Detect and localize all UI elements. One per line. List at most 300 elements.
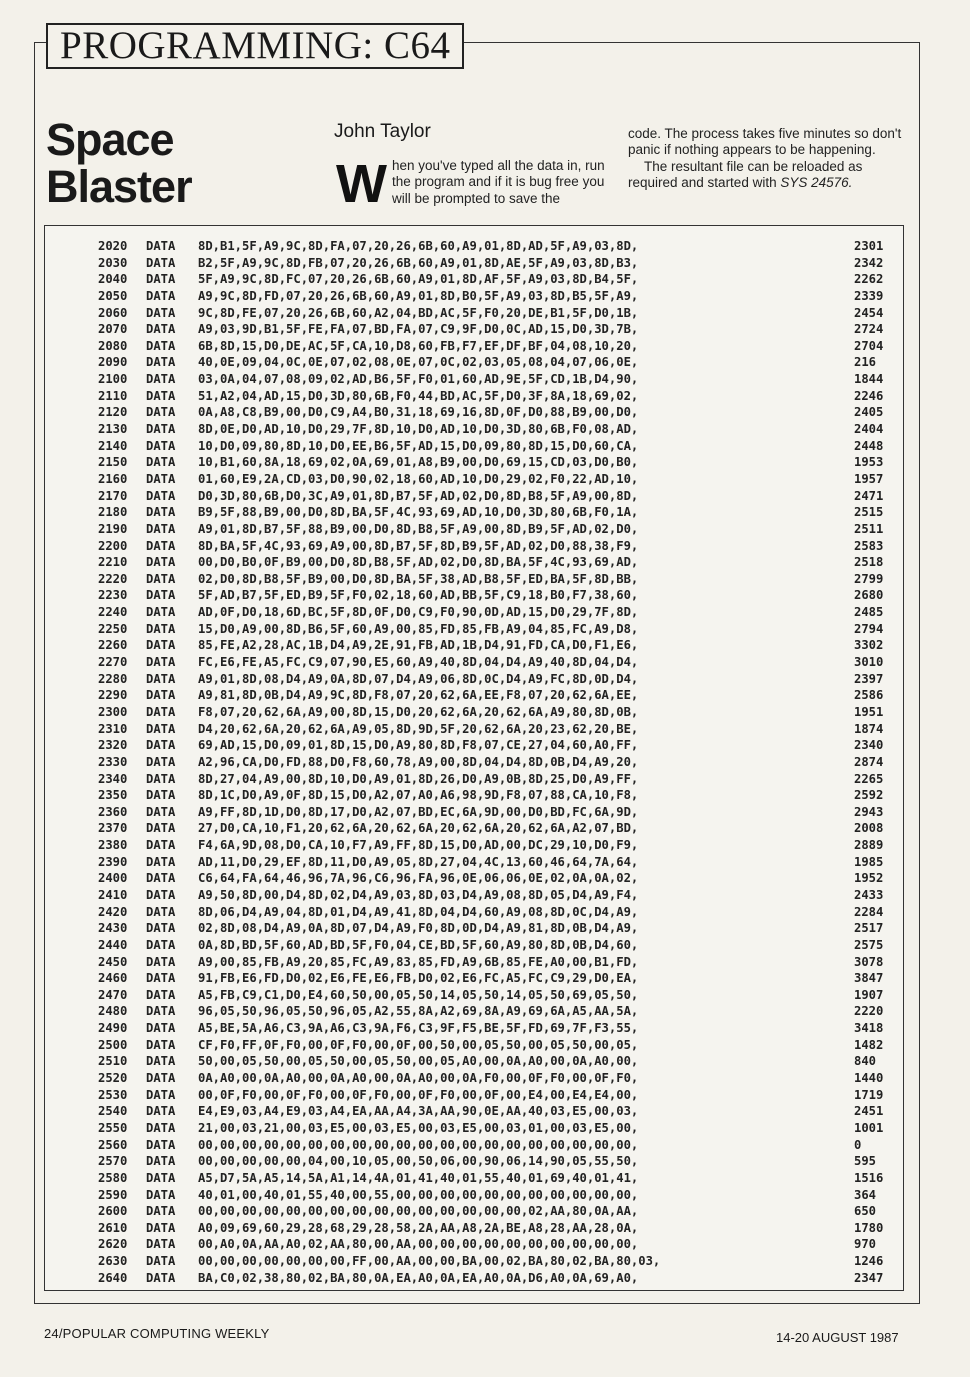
data-bytes: 00,A0,0A,AA,A0,02,AA,80,00,AA,00,00,00,00,00,00,00,00,00,00, [198, 1237, 639, 1252]
line-number: 2050 [98, 288, 128, 303]
data-keyword: DATA [146, 1154, 176, 1169]
data-bytes: 91,FB,E6,FD,D0,02,E6,FE,E6,FB,D0,02,E6,FC,A5,FC,C9,29,D0,EA, [198, 971, 639, 986]
checksum: 3847 [854, 971, 884, 986]
data-keyword: DATA [146, 655, 176, 670]
checksum: 1952 [854, 871, 884, 886]
line-number: 2500 [98, 1037, 128, 1052]
data-bytes: 10,B1,60,8A,18,69,02,0A,69,01,A8,B9,00,D0,69,15,CD,03,D0,B0, [198, 455, 639, 470]
data-bytes: 21,00,03,21,00,03,E5,00,03,E5,00,03,E5,00,03,01,00,03,E5,00, [198, 1120, 639, 1135]
data-bytes: A9,50,8D,00,D4,8D,02,D4,A9,03,8D,03,D4,A9,08,8D,05,D4,A9,F4, [198, 887, 639, 902]
listing-line [98, 338, 904, 355]
data-bytes: 8D,1C,D0,A9,0F,8D,15,D0,A2,07,A0,A6,98,9D,F8,07,88,CA,10,F8, [198, 788, 639, 803]
line-number: 2640 [98, 1270, 128, 1285]
line-number: 2270 [98, 655, 128, 670]
listing-line [98, 954, 904, 971]
intro-continuation-text: code. The process takes five minutes so don't panic if nothing appears to be happening. [628, 126, 902, 158]
checksum: 3302 [854, 638, 884, 653]
line-number: 2310 [98, 721, 128, 736]
data-bytes: A9,01,8D,08,D4,A9,0A,8D,07,D4,A9,06,8D,0C,D4,A9,FC,8D,0D,D4, [198, 671, 639, 686]
program-listing-box [44, 225, 904, 1291]
data-keyword: DATA [146, 871, 176, 886]
section-title: PROGRAMMING: C64 [46, 23, 464, 69]
data-bytes: 00,00,00,00,00,00,00,00,00,00,00,00,00,00,00,02,AA,80,0A,AA, [198, 1204, 639, 1219]
data-keyword: DATA [146, 305, 176, 320]
data-keyword: DATA [146, 921, 176, 936]
listing-line [98, 687, 904, 704]
data-keyword: DATA [146, 1237, 176, 1252]
data-keyword: DATA [146, 887, 176, 902]
line-number: 2280 [98, 671, 128, 686]
checksum: 1246 [854, 1254, 884, 1269]
data-bytes: B9,5F,88,B9,00,D0,8D,BA,5F,4C,93,69,AD,10,D0,3D,80,6B,F0,1A, [198, 505, 639, 520]
checksum: 0 [854, 1137, 862, 1152]
line-number: 2230 [98, 588, 128, 603]
data-bytes: 01,60,E9,2A,CD,03,D0,90,02,18,60,AD,10,D0,29,02,F0,22,AD,10, [198, 471, 639, 486]
listing-line [98, 1087, 904, 1104]
sys-command: SYS 24576. [780, 175, 853, 191]
data-bytes: 69,AD,15,D0,09,01,8D,15,D0,A9,80,8D,F8,07,CE,27,04,60,A0,FF, [198, 738, 639, 753]
data-keyword: DATA [146, 1120, 176, 1135]
line-number: 2580 [98, 1170, 128, 1185]
line-number: 2120 [98, 405, 128, 420]
data-bytes: 9C,8D,FE,07,20,26,6B,60,A2,04,BD,AC,5F,F0,20,DE,B1,5F,D0,1B, [198, 305, 639, 320]
data-keyword: DATA [146, 688, 176, 703]
checksum: 1719 [854, 1087, 884, 1102]
data-bytes: B2,5F,A9,9C,8D,FB,07,20,26,6B,60,A9,01,8D,AE,5F,A9,03,8D,B3, [198, 255, 639, 270]
data-keyword: DATA [146, 471, 176, 486]
data-bytes: C6,64,FA,64,46,96,7A,96,C6,96,FA,96,0E,06,06,0E,02,0A,0A,02, [198, 871, 639, 886]
data-keyword: DATA [146, 455, 176, 470]
data-bytes: 50,00,05,50,00,05,50,00,05,50,00,05,A0,00,0A,A0,00,0A,A0,00, [198, 1054, 639, 1069]
data-keyword: DATA [146, 954, 176, 969]
data-keyword: DATA [146, 422, 176, 437]
listing-line [98, 920, 904, 937]
line-number: 2360 [98, 804, 128, 819]
listing-line [98, 471, 904, 488]
data-keyword: DATA [146, 488, 176, 503]
line-number: 2410 [98, 887, 128, 902]
data-keyword: DATA [146, 1204, 176, 1219]
listing-line [98, 854, 904, 871]
line-number: 2030 [98, 255, 128, 270]
data-keyword: DATA [146, 605, 176, 620]
data-keyword: DATA [146, 521, 176, 536]
data-keyword: DATA [146, 388, 176, 403]
line-number: 2470 [98, 987, 128, 1002]
data-keyword: DATA [146, 272, 176, 287]
checksum: 2517 [854, 921, 884, 936]
data-keyword: DATA [146, 1021, 176, 1036]
listing-line [98, 671, 904, 688]
data-bytes: 00,D0,B0,0F,B9,00,D0,8D,B8,5F,AD,02,D0,8D,BA,5F,4C,93,69,AD, [198, 555, 639, 570]
listing-line [98, 654, 904, 671]
data-bytes: A9,9C,8D,FD,07,20,26,6B,60,A9,01,8D,B0,5F,A9,03,8D,B5,5F,A9, [198, 288, 639, 303]
checksum: 2451 [854, 1104, 884, 1119]
checksum: 2515 [854, 505, 884, 520]
listing-line [98, 288, 904, 305]
headline-line-2: Blaster [46, 161, 192, 212]
data-keyword: DATA [146, 937, 176, 952]
listing-line [98, 637, 904, 654]
data-bytes: 40,01,00,40,01,55,40,00,55,00,00,00,00,00,00,00,00,00,00,00, [198, 1187, 639, 1202]
checksum: 2889 [854, 838, 884, 853]
listing-line [98, 721, 904, 738]
data-bytes: 03,0A,04,07,08,09,02,AD,B6,5F,F0,01,60,AD,9E,5F,CD,1B,D4,90, [198, 372, 639, 387]
data-keyword: DATA [146, 738, 176, 753]
checksum: 1874 [854, 721, 884, 736]
listing-line [98, 371, 904, 388]
data-keyword: DATA [146, 754, 176, 769]
listing-line [98, 604, 904, 621]
data-keyword: DATA [146, 788, 176, 803]
listing-line [98, 1270, 904, 1287]
line-number: 2340 [98, 771, 128, 786]
checksum: 364 [854, 1187, 877, 1202]
data-keyword: DATA [146, 322, 176, 337]
line-number: 2240 [98, 605, 128, 620]
data-keyword: DATA [146, 638, 176, 653]
checksum: 2799 [854, 571, 884, 586]
checksum: 2284 [854, 904, 884, 919]
checksum: 2583 [854, 538, 884, 553]
data-keyword: DATA [146, 1187, 176, 1202]
intro-continuation [628, 126, 904, 192]
data-keyword: DATA [146, 1087, 176, 1102]
listing-line [98, 1037, 904, 1054]
listing-line [98, 521, 904, 538]
line-number: 2320 [98, 738, 128, 753]
data-bytes: AD,0F,D0,18,6D,BC,5F,8D,0F,D0,C9,F0,90,0D,AD,15,D0,29,7F,8D, [198, 605, 639, 620]
checksum: 2340 [854, 738, 884, 753]
data-keyword: DATA [146, 438, 176, 453]
author-byline: John Taylor [334, 121, 431, 142]
line-number: 2040 [98, 272, 128, 287]
listing-line [98, 1187, 904, 1204]
listing-line [98, 238, 904, 255]
data-bytes: A2,96,CA,D0,FD,88,D0,F8,60,78,A9,00,8D,04,D4,8D,0B,D4,A9,20, [198, 754, 639, 769]
data-keyword: DATA [146, 904, 176, 919]
data-keyword: DATA [146, 854, 176, 869]
data-keyword: DATA [146, 1071, 176, 1086]
data-keyword: DATA [146, 1037, 176, 1052]
line-number: 2610 [98, 1220, 128, 1235]
checksum: 1953 [854, 455, 884, 470]
data-bytes: A5,D7,5A,A5,14,5A,A1,14,4A,01,41,40,01,55,40,01,69,40,01,41, [198, 1170, 639, 1185]
data-keyword: DATA [146, 971, 176, 986]
line-number: 2130 [98, 422, 128, 437]
data-bytes: A9,03,9D,B1,5F,FE,FA,07,BD,FA,07,C9,9F,D0,0C,AD,15,D0,3D,7B, [198, 322, 639, 337]
data-keyword: DATA [146, 255, 176, 270]
checksum: 1516 [854, 1170, 884, 1185]
checksum: 2680 [854, 588, 884, 603]
data-keyword: DATA [146, 372, 176, 387]
checksum: 2220 [854, 1004, 884, 1019]
checksum: 2511 [854, 521, 884, 536]
listing-line [98, 987, 904, 1004]
listing-line [98, 704, 904, 721]
listing-line [98, 937, 904, 954]
drop-cap: W [336, 154, 387, 214]
data-bytes: 00,0F,F0,00,0F,F0,00,0F,F0,00,0F,F0,00,0F,00,E4,00,E4,E4,00, [198, 1087, 639, 1102]
data-bytes: E4,E9,03,A4,E9,03,A4,EA,AA,A4,3A,AA,90,0E,AA,40,03,E5,00,03, [198, 1104, 639, 1119]
listing-line [98, 255, 904, 272]
checksum: 3010 [854, 655, 884, 670]
data-bytes: A0,09,69,60,29,28,68,29,28,58,2A,AA,A8,2A,BE,A8,28,AA,28,0A, [198, 1220, 639, 1235]
checksum: 2586 [854, 688, 884, 703]
listing-line [98, 804, 904, 821]
listing-line [98, 904, 904, 921]
checksum: 2339 [854, 288, 884, 303]
data-bytes: A5,FB,C9,C1,D0,E4,60,50,00,05,50,14,05,50,14,05,50,69,05,50, [198, 987, 639, 1002]
checksum: 3078 [854, 954, 884, 969]
checksum: 2262 [854, 272, 884, 287]
reload-instructions [628, 159, 904, 192]
listing-line [98, 1153, 904, 1170]
line-number: 2390 [98, 854, 128, 869]
data-bytes: 40,0E,09,04,0C,0E,07,02,08,0E,07,0C,02,03,05,08,04,07,06,0E, [198, 355, 639, 370]
line-number: 2250 [98, 621, 128, 636]
listing-line [98, 321, 904, 338]
line-number: 2350 [98, 788, 128, 803]
footer-page-publication: 24/POPULAR COMPUTING WEEKLY [44, 1326, 270, 1341]
data-keyword: DATA [146, 804, 176, 819]
data-keyword: DATA [146, 538, 176, 553]
checksum: 2471 [854, 488, 884, 503]
data-keyword: DATA [146, 987, 176, 1002]
data-bytes: CF,F0,FF,0F,F0,00,0F,F0,00,0F,00,50,00,05,50,00,05,50,00,05, [198, 1037, 639, 1052]
checksum: 2301 [854, 239, 884, 253]
data-bytes: 00,00,00,00,00,00,00,FF,00,AA,00,00,BA,00,02,BA,80,02,BA,80,03, [198, 1254, 661, 1269]
line-number: 2200 [98, 538, 128, 553]
line-number: 2220 [98, 571, 128, 586]
data-keyword: DATA [146, 1104, 176, 1119]
checksum: 2246 [854, 388, 884, 403]
data-bytes: A9,01,8D,B7,5F,88,B9,00,D0,8D,B8,5F,A9,00,8D,B9,5F,AD,02,D0, [198, 521, 639, 536]
checksum: 2454 [854, 305, 884, 320]
line-number: 2070 [98, 322, 128, 337]
data-bytes: F4,6A,9D,08,D0,CA,10,F7,A9,FF,8D,15,D0,AD,00,DC,29,10,D0,F9, [198, 838, 639, 853]
line-number: 2180 [98, 505, 128, 520]
line-number: 2260 [98, 638, 128, 653]
data-keyword: DATA [146, 405, 176, 420]
checksum: 595 [854, 1154, 877, 1169]
checksum: 1957 [854, 471, 884, 486]
checksum: 2008 [854, 821, 884, 836]
data-bytes: 8D,27,04,A9,00,8D,10,D0,A9,01,8D,26,D0,A9,0B,8D,25,D0,A9,FF, [198, 771, 639, 786]
line-number: 2100 [98, 372, 128, 387]
line-number: 2630 [98, 1254, 128, 1269]
data-keyword: DATA [146, 239, 176, 253]
listing-line [98, 571, 904, 588]
data-bytes: 02,D0,8D,B8,5F,B9,00,D0,8D,BA,5F,38,AD,B8,5F,ED,BA,5F,8D,BB, [198, 571, 639, 586]
data-keyword: DATA [146, 1054, 176, 1069]
line-number: 2020 [98, 239, 128, 253]
data-bytes: BA,C0,02,38,80,02,BA,80,0A,EA,A0,0A,EA,A0,0A,D6,A0,0A,69,A0, [198, 1270, 639, 1285]
checksum: 2943 [854, 804, 884, 819]
data-keyword: DATA [146, 821, 176, 836]
listing-line [98, 837, 904, 854]
checksum: 2724 [854, 322, 884, 337]
listing-line [98, 1070, 904, 1087]
line-number: 2450 [98, 954, 128, 969]
data-bytes: AD,11,D0,29,EF,8D,11,D0,A9,05,8D,27,04,4C,13,60,46,64,7A,64, [198, 854, 639, 869]
checksum: 2485 [854, 605, 884, 620]
listing-line [98, 271, 904, 288]
checksum: 3418 [854, 1021, 884, 1036]
listing-line [98, 771, 904, 788]
checksum: 2404 [854, 422, 884, 437]
listing-line [98, 354, 904, 371]
listing-line [98, 737, 904, 754]
checksum: 2347 [854, 1270, 884, 1285]
data-bytes: D0,3D,80,6B,D0,3C,A9,01,8D,B7,5F,AD,02,D0,8D,B8,5F,A9,00,8D, [198, 488, 639, 503]
checksum: 2405 [854, 405, 884, 420]
data-keyword: DATA [146, 505, 176, 520]
data-keyword: DATA [146, 355, 176, 370]
listing-line [98, 621, 904, 638]
line-number: 2380 [98, 838, 128, 853]
line-number: 2510 [98, 1054, 128, 1069]
article-headline [46, 116, 276, 210]
data-bytes: 85,FE,A2,28,AC,1B,D4,A9,2E,91,FB,AD,1B,D4,91,FD,CA,D0,F1,E6, [198, 638, 639, 653]
line-number: 2210 [98, 555, 128, 570]
listing-line [98, 1220, 904, 1237]
checksum: 216 [854, 355, 877, 370]
listing-line [98, 1236, 904, 1253]
line-number: 2570 [98, 1154, 128, 1169]
headline-line-1: Space [46, 114, 174, 165]
data-keyword: DATA [146, 1220, 176, 1235]
line-number: 2190 [98, 521, 128, 536]
listing-line [98, 388, 904, 405]
line-number: 2170 [98, 488, 128, 503]
listing-line [98, 538, 904, 555]
line-number: 2600 [98, 1204, 128, 1219]
listing-line [98, 820, 904, 837]
data-bytes: 27,D0,CA,10,F1,20,62,6A,20,62,6A,20,62,6A,20,62,6A,A2,07,BD, [198, 821, 639, 836]
listing-line [98, 305, 904, 322]
listing-line [98, 1120, 904, 1137]
line-number: 2400 [98, 871, 128, 886]
listing-line [98, 1253, 904, 1270]
checksum: 2704 [854, 338, 884, 353]
listing-line [98, 404, 904, 421]
checksum: 2433 [854, 887, 884, 902]
listing-line [98, 1137, 904, 1154]
data-keyword: DATA [146, 704, 176, 719]
data-keyword: DATA [146, 771, 176, 786]
line-number: 2520 [98, 1071, 128, 1086]
data-bytes: A5,BE,5A,A6,C3,9A,A6,C3,9A,F6,C3,9F,F5,BE,5F,FD,69,7F,F3,55, [198, 1021, 639, 1036]
line-number: 2620 [98, 1237, 128, 1252]
checksum: 1907 [854, 987, 884, 1002]
listing-line [98, 970, 904, 987]
data-bytes: 6B,8D,15,D0,DE,AC,5F,CA,10,D8,60,FB,F7,EF,DF,BF,04,08,10,20, [198, 338, 639, 353]
listing-line [98, 587, 904, 604]
line-number: 2370 [98, 821, 128, 836]
checksum: 1482 [854, 1037, 884, 1052]
data-bytes: 5F,A9,9C,8D,FC,07,20,26,6B,60,A9,01,8D,AF,5F,A9,03,8D,B4,5F, [198, 272, 639, 287]
data-bytes: 96,05,50,96,05,50,96,05,A2,55,8A,A2,69,8A,A9,69,6A,A5,AA,5A, [198, 1004, 639, 1019]
intro-paragraph [336, 154, 610, 214]
program-listing [98, 238, 904, 1286]
listing-line [98, 1020, 904, 1037]
data-keyword: DATA [146, 1254, 176, 1269]
data-bytes: A9,00,85,FB,A9,20,85,FC,A9,83,85,FD,A9,6B,85,FE,A0,00,B1,FD, [198, 954, 639, 969]
checksum: 2397 [854, 671, 884, 686]
listing-line [98, 787, 904, 804]
data-bytes: 8D,06,D4,A9,04,8D,01,D4,A9,41,8D,04,D4,60,A9,08,8D,0C,D4,A9, [198, 904, 639, 919]
checksum: 650 [854, 1204, 877, 1219]
line-number: 2440 [98, 937, 128, 952]
data-keyword: DATA [146, 555, 176, 570]
listing-line [98, 1053, 904, 1070]
listing-line [98, 421, 904, 438]
listing-line [98, 1003, 904, 1020]
data-bytes: 8D,0E,D0,AD,10,D0,29,7F,8D,10,D0,AD,10,D0,3D,80,6B,F0,08,AD, [198, 422, 639, 437]
line-number: 2430 [98, 921, 128, 936]
line-number: 2080 [98, 338, 128, 353]
line-number: 2460 [98, 971, 128, 986]
data-keyword: DATA [146, 288, 176, 303]
data-bytes: 15,D0,A9,00,8D,B6,5F,60,A9,00,85,FD,85,FB,A9,04,85,FC,A9,D8, [198, 621, 639, 636]
listing-line [98, 1170, 904, 1187]
data-bytes: FC,E6,FE,A5,FC,C9,07,90,E5,60,A9,40,8D,04,D4,A9,40,8D,04,D4, [198, 655, 639, 670]
data-keyword: DATA [146, 571, 176, 586]
listing-line [98, 1203, 904, 1220]
data-keyword: DATA [146, 588, 176, 603]
line-number: 2060 [98, 305, 128, 320]
listing-line [98, 454, 904, 471]
footer-issue-date: 14-20 AUGUST 1987 [776, 1330, 899, 1345]
checksum: 2794 [854, 621, 884, 636]
checksum: 1440 [854, 1071, 884, 1086]
line-number: 2480 [98, 1004, 128, 1019]
data-bytes: A9,81,8D,0B,D4,A9,9C,8D,F8,07,20,62,6A,EE,F8,07,20,62,6A,EE, [198, 688, 639, 703]
data-keyword: DATA [146, 621, 176, 636]
checksum: 970 [854, 1237, 877, 1252]
listing-line [98, 504, 904, 521]
data-keyword: DATA [146, 1270, 176, 1285]
line-number: 2110 [98, 388, 128, 403]
reload-text: The resultant file can be reloaded as required and started with [628, 158, 863, 191]
line-number: 2550 [98, 1120, 128, 1135]
checksum: 2265 [854, 771, 884, 786]
checksum: 2874 [854, 754, 884, 769]
data-bytes: 02,8D,08,D4,A9,0A,8D,07,D4,A9,F0,8D,0D,D4,A9,81,8D,0B,D4,A9, [198, 921, 639, 936]
data-bytes: 51,A2,04,AD,15,D0,3D,80,6B,F0,44,BD,AC,5F,D0,3F,8A,18,69,02, [198, 388, 639, 403]
checksum: 2518 [854, 555, 884, 570]
line-number: 2560 [98, 1137, 128, 1152]
data-bytes: 00,00,00,00,00,04,00,10,05,00,50,06,00,90,06,14,90,05,55,50, [198, 1154, 639, 1169]
data-bytes: 5F,AD,B7,5F,ED,B9,5F,F0,02,18,60,AD,BB,5F,C9,18,B0,F7,38,60, [198, 588, 639, 603]
checksum: 2448 [854, 438, 884, 453]
data-bytes: A9,FF,8D,1D,D0,8D,17,D0,A2,07,BD,EC,6A,9D,00,D0,BD,FC,6A,9D, [198, 804, 639, 819]
data-keyword: DATA [146, 1170, 176, 1185]
data-keyword: DATA [146, 1004, 176, 1019]
checksum: 1985 [854, 854, 884, 869]
checksum: 840 [854, 1054, 877, 1069]
line-number: 2420 [98, 904, 128, 919]
checksum: 1001 [854, 1120, 884, 1135]
line-number: 2330 [98, 754, 128, 769]
line-number: 2540 [98, 1104, 128, 1119]
data-keyword: DATA [146, 1137, 176, 1152]
listing-line [98, 887, 904, 904]
data-bytes: 8D,BA,5F,4C,93,69,A9,00,8D,B7,5F,8D,B9,5F,AD,02,D0,88,38,F9, [198, 538, 639, 553]
listing-line [98, 870, 904, 887]
data-bytes: 8D,B1,5F,A9,9C,8D,FA,07,20,26,6B,60,A9,01,8D,AD,5F,A9,03,8D, [198, 239, 639, 253]
